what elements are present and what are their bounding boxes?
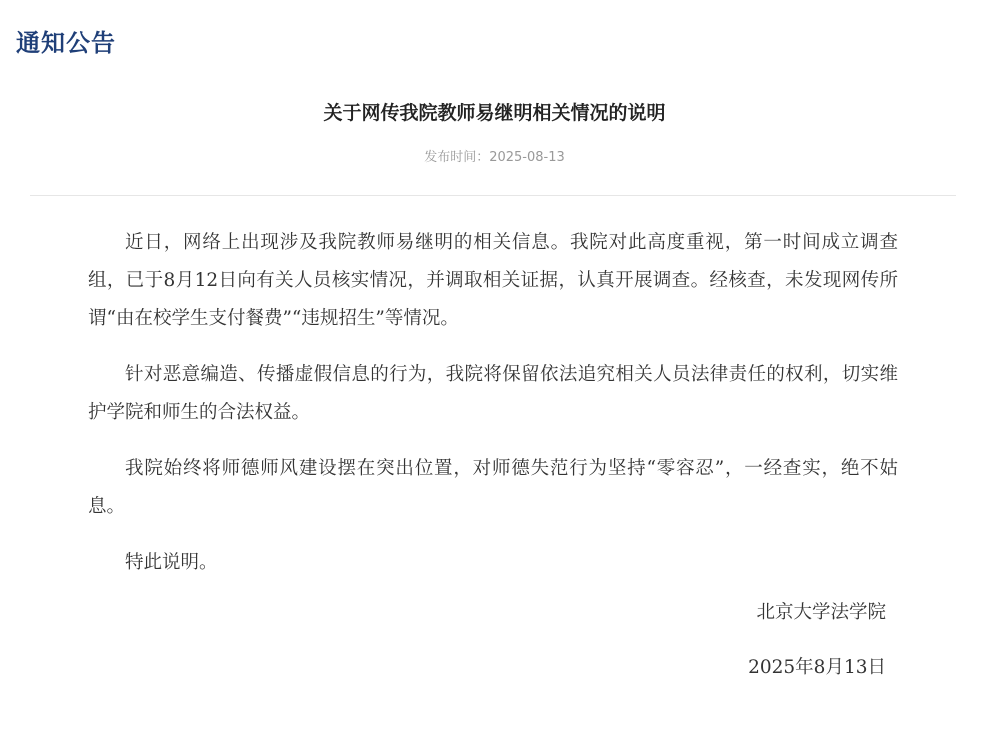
paragraph: 近日，网络上出现涉及我院教师易继明的相关信息。我院对此高度重视，第一时间成立调查组，已于8月12日向有关人员核实情况，并调取相关证据，认真开展调查。经核查，未发现网传所谓“由在校学生支付餐费”“违规招生”等情况。 [88,232,898,329]
signature-date: 2025年8月13日 [748,657,886,678]
publish-meta [0,147,989,169]
section-header: 通知公告 [16,29,116,57]
publish-date: 2025-08-13 [489,150,565,165]
paragraph: 我院始终将师德师风建设摆在突出位置，对师德失范行为坚持“零容忍”，一经查实，绝不姑息。 [88,458,898,517]
article-title: 关于网传我院教师易继明相关情况的说明 [323,102,666,124]
signature-org: 北京大学法学院 [756,602,886,623]
publish-label: 发布时间： [424,150,490,165]
paragraph: 针对恶意编造、传播虚假信息的行为，我院将保留依法追究相关人员法律责任的权利，切实维护学院和师生的合法权益。 [88,364,898,423]
paragraph: 特此说明。 [125,552,218,573]
article-body [88,224,898,600]
title-divider [30,195,956,196]
